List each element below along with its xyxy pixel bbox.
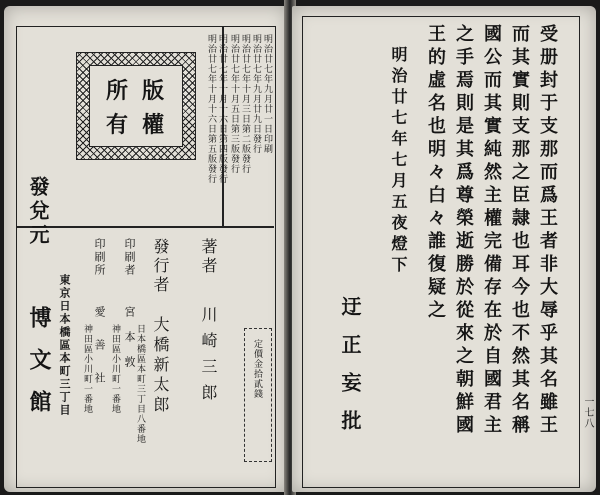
- date-line-6: 明治廿七年十月十六日第五版發行: [206, 34, 216, 184]
- text-column-3: 國公而其實純然主權完備存在於自國君主: [481, 24, 502, 438]
- text-column-5: 王的虛名也明々白々誰復疑之: [425, 24, 446, 323]
- hakko-label: 發兌元: [26, 176, 50, 248]
- text-column-4: 之手焉則是其爲尊榮逝勝於從來之朝鮮國: [453, 24, 474, 438]
- copyright-seal: [76, 52, 196, 160]
- printshop-label: 印刷所: [93, 238, 106, 277]
- printer-name: 宮本敦: [123, 306, 136, 381]
- hakko-address: 東京日本橋區本町三丁目: [58, 274, 71, 417]
- section-divider: [16, 226, 274, 228]
- author-label: 著者: [199, 238, 218, 276]
- date-line-4: 明治廿七年十月五日第三版發行: [229, 34, 239, 174]
- printer-address: 神田區小川町一番地: [110, 324, 120, 414]
- date-line: 明治廿七年七月五夜燈下: [389, 46, 408, 277]
- date-line-2: 明治廿七年九月廿九日發行: [251, 34, 261, 154]
- publisher-name: 大橋新太郎: [151, 316, 170, 416]
- date-line-5: 明治廿七年十月十六日第四版發行: [217, 34, 227, 184]
- text-column-1: 受册封于支那而爲王者非大辱乎其名雖王: [537, 24, 558, 438]
- signature: 迂正妄批: [338, 296, 362, 448]
- seal-char-3: 所: [106, 78, 129, 104]
- seal-char-2: 權: [142, 112, 165, 138]
- seal-char-1: 版: [142, 78, 165, 104]
- price-box: [244, 328, 272, 462]
- printer-label: 印刷者: [123, 238, 136, 277]
- publisher-address: 日本橋區本町三丁目八番地: [135, 324, 145, 444]
- price-text: 定價金拾貳錢: [252, 339, 262, 399]
- text-page: [292, 6, 596, 492]
- text-column-2: 而其實則支那之臣隷也耳今也不然其名稱: [509, 24, 530, 438]
- seal-inner: [89, 65, 183, 147]
- publisher-label: 發行者: [151, 238, 170, 295]
- author-name: 川崎三郎: [199, 306, 218, 410]
- date-line-1: 明治廿七年九月廿一日印刷: [262, 34, 272, 154]
- hakko-name: 博文館: [26, 306, 52, 432]
- seal-char-4: 有: [106, 112, 129, 138]
- page-number: 一七八: [582, 396, 593, 429]
- printshop-address: 神田區小川町一番地: [82, 324, 92, 414]
- colophon-page: [4, 6, 287, 492]
- printshop-name: 愛善社: [93, 306, 106, 405]
- date-line-3: 明治廿七年十月三日第二版發行: [240, 34, 250, 174]
